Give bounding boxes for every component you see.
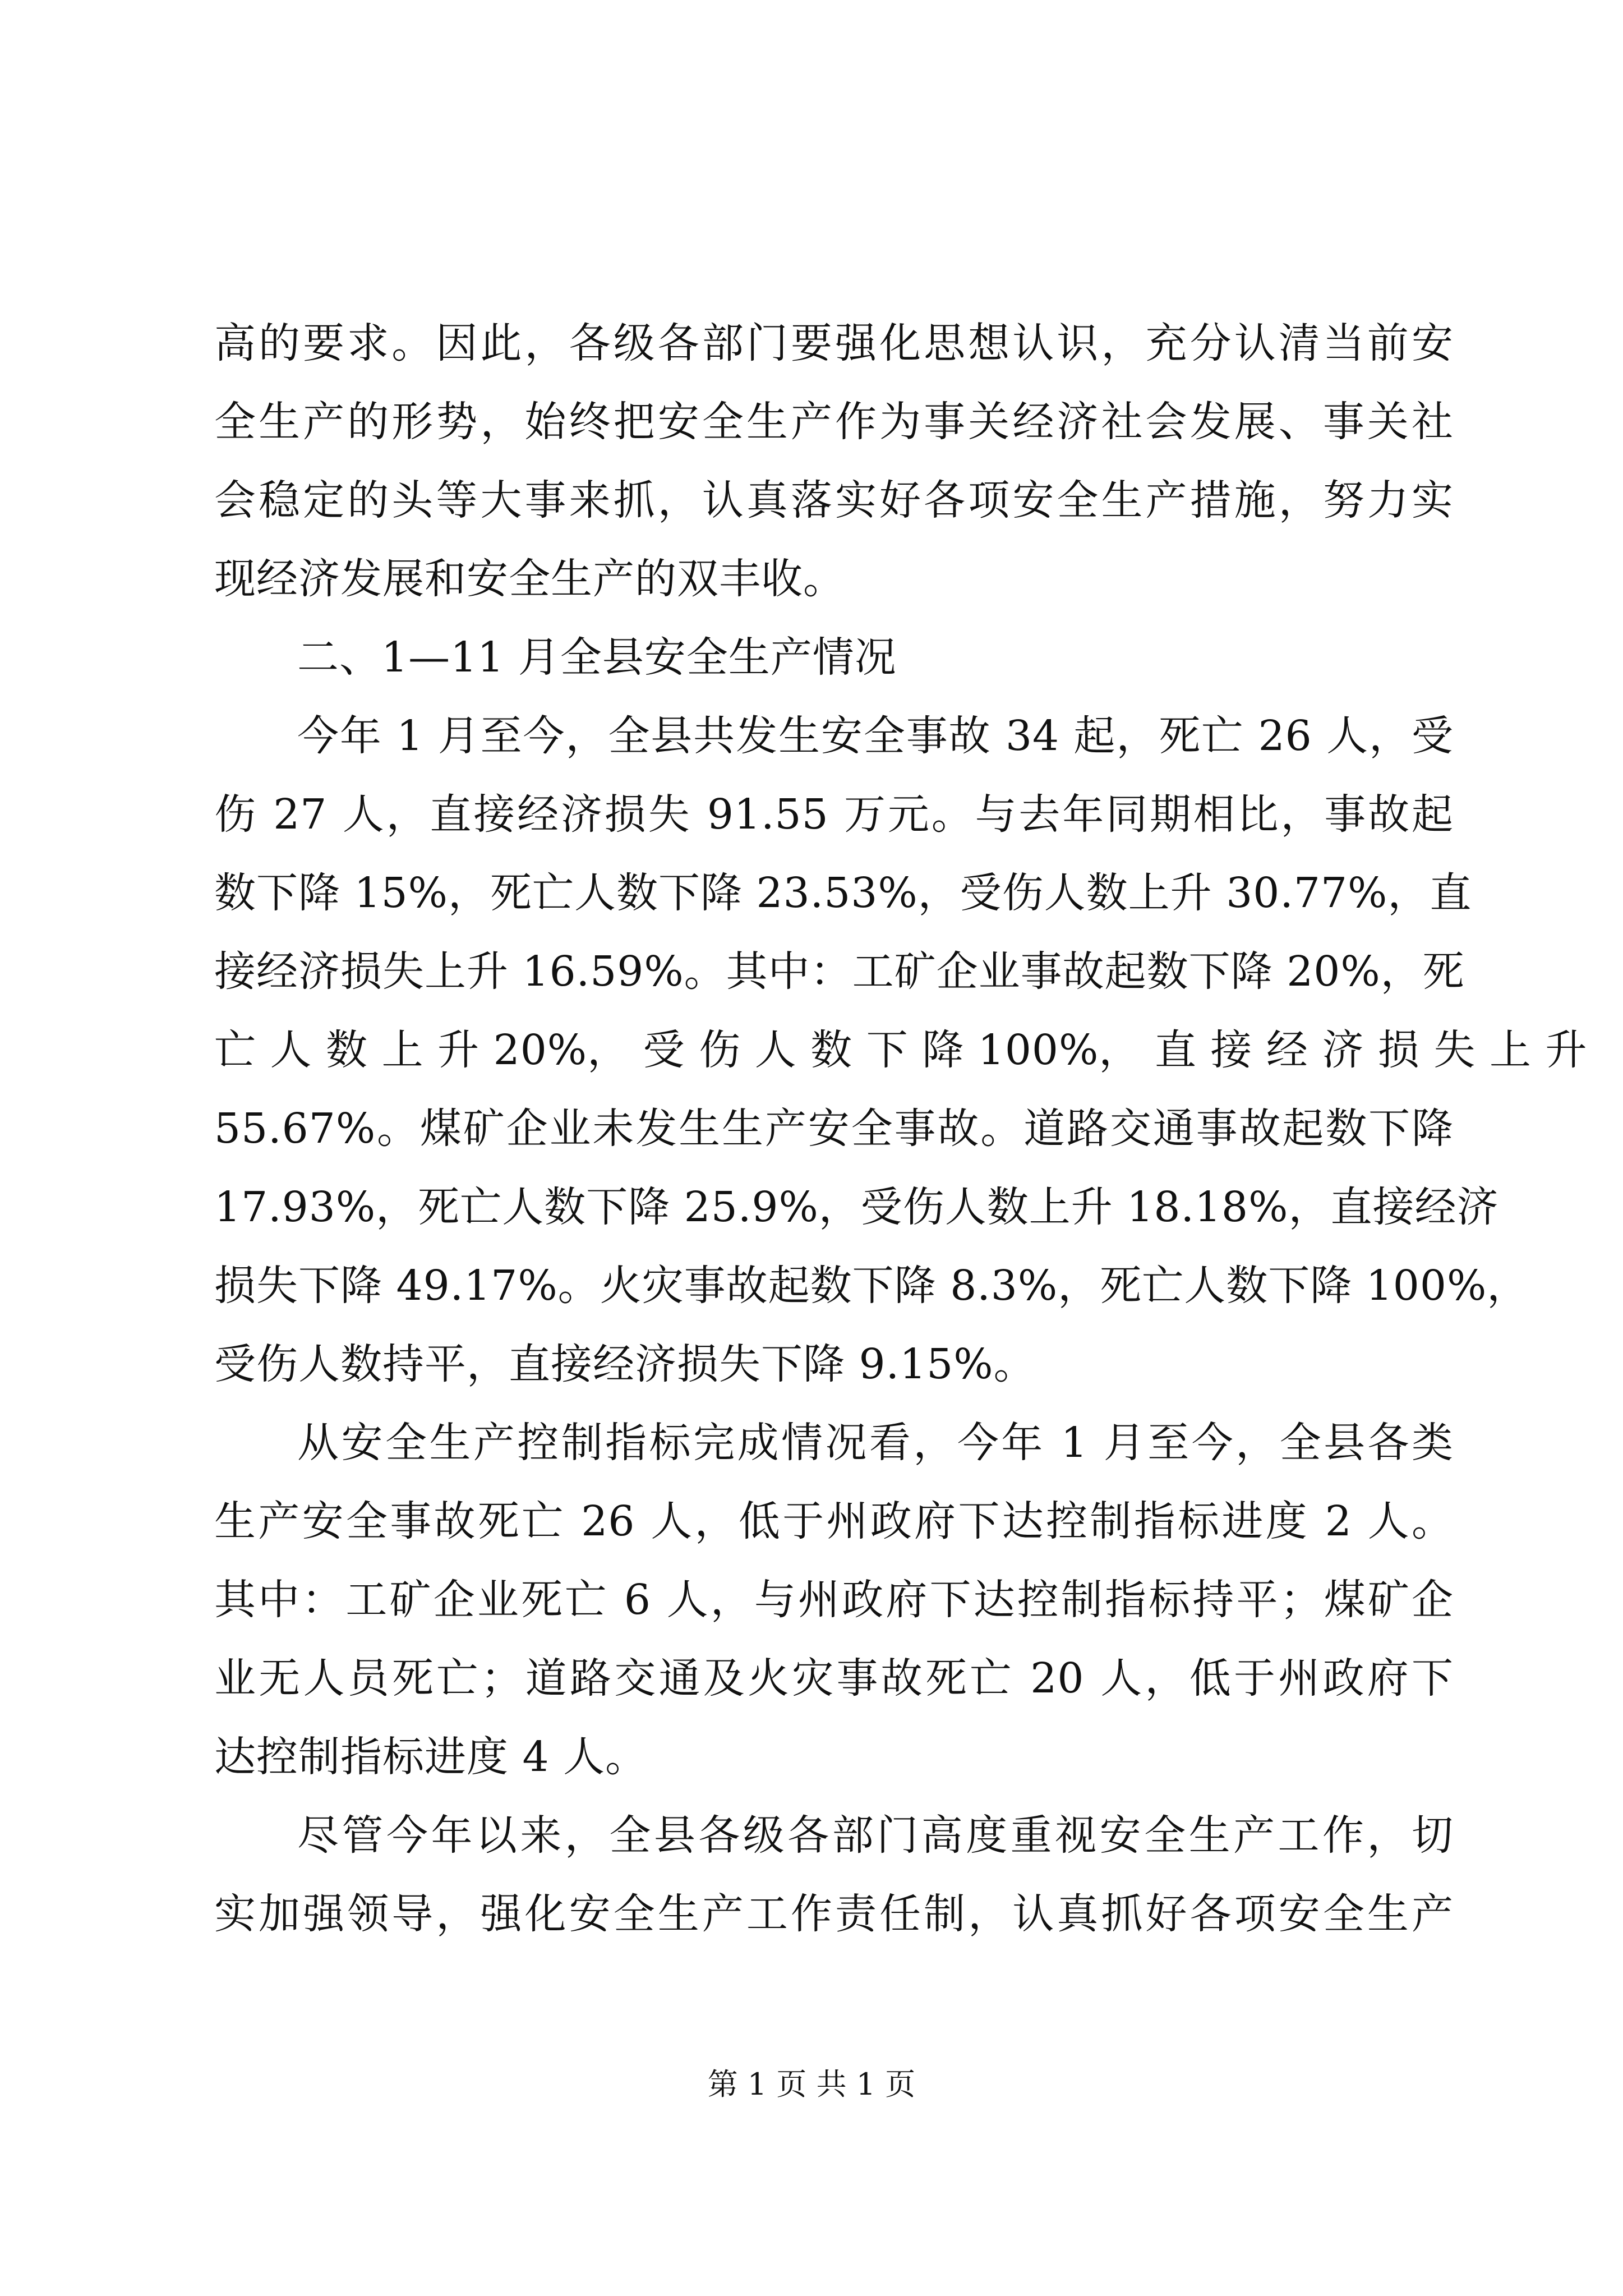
text-line-7: 伤 27 人，直接经济损失 91.55 万元。与去年同期相比，事故起: [214, 790, 1454, 839]
text-line-1: 高的要求。因此，各级各部门要强化思想认识，充分认清当前安: [214, 319, 1454, 367]
text-line-9: 接经济损失上升 16.59%。其中：工矿企业事故起数下降 20%，死: [214, 947, 1465, 996]
text-line-20: 尽管今年以来，全县各级各部门高度重视安全生产工作，切: [297, 1811, 1454, 1860]
text-line-18: 业无人员死亡；道路交通及火灾事故死亡 20 人，低于州政府下: [214, 1654, 1454, 1703]
text-line-21: 实加强领导，强化安全生产工作责任制，认真抓好各项安全生产: [214, 1890, 1454, 1938]
text-line-8: 数下降 15%，死亡人数下降 23.53%，受伤人数上升 30.77%，直: [214, 869, 1472, 917]
text-line-4: 现经济发展和安全生产的双丰收。: [214, 555, 845, 603]
text-line-6: 今年 1 月至今，全县共发生安全事故 34 起，死亡 26 人，受: [297, 712, 1454, 760]
text-line-3: 会稳定的头等大事来抓，认真落实好各项安全生产措施，努力实: [214, 476, 1454, 524]
text-line-13: 损失下降 49.17%。火灾事故起数下降 8.3%，死亡人数下降 100%，: [214, 1262, 1529, 1310]
text-line-17: 其中：工矿企业死亡 6 人，与州政府下达控制指标持平；煤矿企: [214, 1576, 1454, 1624]
text-line-2: 全生产的形势，始终把安全生产作为事关经济社会发展、事关社: [214, 398, 1454, 446]
text-line-19: 达控制指标进度 4 人。: [214, 1733, 648, 1781]
text-line-14: 受伤人数持平，直接经济损失下降 9.15%。: [214, 1340, 1036, 1388]
text-line-10: 亡 人 数 上 升 20%， 受 伤 人 数 下 降 100%， 直 接 经 济 损 失 上 升: [214, 1026, 1588, 1074]
text-line-16: 生产安全事故死亡 26 人，低于州政府下达控制指标进度 2 人。: [214, 1497, 1454, 1545]
text-line-11: 55.67%。煤矿企业未发生生产安全事故。道路交通事故起数下降: [214, 1105, 1454, 1153]
text-line-12: 17.93%，死亡人数下降 25.9%，受伤人数上升 18.18%，直接经济: [214, 1183, 1499, 1231]
page-footer: 第 1 页 共 1 页: [707, 2067, 916, 2102]
text-line-15: 从安全生产控制指标完成情况看，今年 1 月至今，全县各类: [297, 1419, 1454, 1467]
section-heading: 二、1—11 月全县安全生产情况: [297, 633, 897, 682]
